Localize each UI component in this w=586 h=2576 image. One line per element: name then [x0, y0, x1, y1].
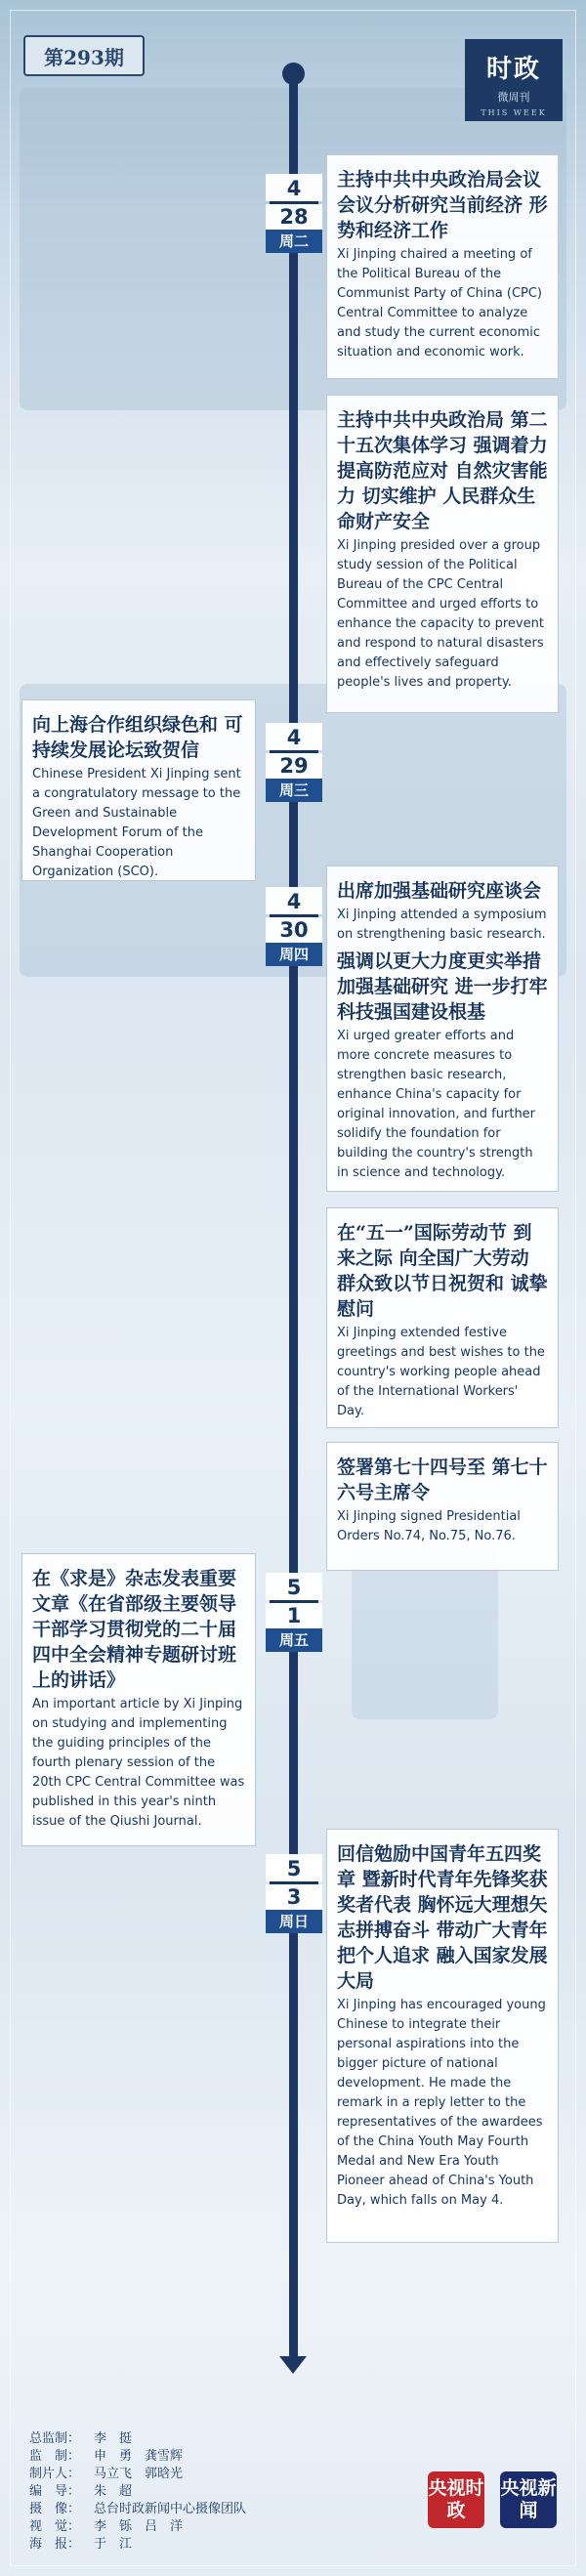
date-month: 4	[266, 723, 322, 750]
date-day: 3	[266, 1884, 322, 1910]
credit-row: 视 觉： 李 铄 吕 洋	[29, 2519, 184, 2534]
event-title-zh: 强调以更大力度更实举措 加强基础研究 进一步打牢 科技强国建设根基	[337, 950, 548, 1023]
event-text-en: Xi Jinping attended a symposium on strengthening basic research.	[337, 908, 547, 942]
date-month: 5	[266, 1573, 322, 1600]
logo-tagline: THIS WEEK	[481, 108, 547, 117]
event-title-zh: 向上海合作组织绿色和 可持续发展论坛致贺信	[32, 714, 243, 761]
weekly-logo	[465, 39, 563, 121]
date-weekday: 周四	[266, 943, 322, 966]
event-card	[326, 154, 559, 379]
credits	[29, 2430, 246, 2554]
date-badge-may-1	[266, 1573, 322, 1652]
event-text-en: An important article by Xi Jinping on studying and implementing the guiding principles of the fourth plenary session of the 20th CPC Central Committee was published in this year's ninth issue of the Qiushi Journal.	[32, 1697, 245, 1829]
event-card	[326, 395, 559, 713]
date-weekday: 周二	[266, 230, 322, 253]
credit-row: 海 报： 于 江	[29, 2537, 133, 2552]
event-text-en: Xi Jinping extended festive greetings and best wishes to the country's working people ahead of the International Workers' Day.	[337, 1326, 545, 1418]
date-day: 28	[266, 204, 322, 230]
event-card	[326, 1207, 559, 1428]
event-title-zh: 主持中共中央政治局会议 会议分析研究当前经济 形势和经济工作	[337, 169, 548, 241]
logo-title: 时政	[485, 55, 541, 84]
timeline-end-arrow-icon	[279, 2356, 307, 2374]
date-day: 29	[266, 753, 322, 779]
event-text-en: Xi Jinping has encouraged young Chinese to integrate their personal aspirations into the bigger picture of national development. He made the remark in a reply letter to the representatives of the awardees of the China Youth May Fourth Medal and New Era Youth Pioneer ahead of China's Youth Day, which falls on May 4.	[337, 1998, 546, 2208]
event-card	[21, 1553, 256, 1846]
event-title-zh: 签署第七十四号至 第七十六号主席令	[337, 1457, 548, 1503]
credit-row: 总监制： 李 挺	[29, 2431, 133, 2446]
date-badge-apr-28	[266, 174, 322, 253]
timeline-line	[289, 68, 298, 2359]
credit-row: 制片人： 马立飞 郭晗光	[29, 2467, 184, 2481]
date-day: 30	[266, 917, 322, 943]
event-title-zh: 在《求是》杂志发表重要 文章《在省部级主要领导 干部学习贯彻党的二十届 四中全会精神专题研讨班 上的讲话》	[32, 1568, 237, 1691]
credit-row: 摄 像： 总台时政新闻中心摄像团队	[29, 2502, 247, 2516]
date-month: 4	[266, 887, 322, 914]
event-card	[326, 1829, 559, 2243]
event-card	[21, 699, 256, 881]
credit-row: 监 制： 申 勇 龚雪辉	[29, 2449, 184, 2464]
date-month: 5	[266, 1854, 322, 1881]
date-badge-apr-29	[266, 723, 322, 802]
event-card	[326, 1442, 559, 1571]
event-text-en: Chinese President Xi Jinping sent a congratulatory message to the Green and Sustainable Development Forum of the Shanghai Cooperation Organization (SCO).	[32, 767, 241, 879]
cctv-news-logo: 央视新闻	[500, 2471, 557, 2528]
issue-number: 第293期	[23, 35, 145, 76]
credit-row: 编 导： 朱 超	[29, 2484, 133, 2499]
timeline-start-dot	[282, 63, 305, 85]
event-title-zh: 在“五一”国际劳动节 到来之际 向全国广大劳动 群众致以节日祝贺和 诚挚慰问	[337, 1222, 548, 1320]
event-title-zh: 回信勉励中国青年五四奖章 暨新时代青年先锋奖获 奖者代表 胸怀远大理想矢志拼搏奋斗 带动广大青年把个人追求 融入国家发展大局	[337, 1843, 548, 1992]
date-weekday: 周日	[266, 1910, 322, 1933]
date-weekday: 周三	[266, 779, 322, 802]
event-title-zh: 主持中共中央政治局 第二十五次集体学习 强调着力提高防范应对 自然灾害能力 切实维护 人民群众生命财产安全	[337, 409, 548, 532]
date-month: 4	[266, 174, 322, 201]
event-title-zh: 出席加强基础研究座谈会	[337, 880, 542, 902]
date-weekday: 周五	[266, 1628, 322, 1652]
date-badge-may-3	[266, 1854, 322, 1933]
cctv-politics-logo: 央视时政	[428, 2471, 484, 2528]
event-card	[326, 866, 559, 1192]
date-day: 1	[266, 1603, 322, 1628]
event-text-en: Xi urged greater efforts and more concrete measures to strengthen basic research, enhance China's capacity for original innovation, and further solidify the foundation for building the country's strength in science and technology.	[337, 1029, 536, 1180]
logo-subtitle: 微周刊	[497, 91, 530, 104]
event-text-en: Xi Jinping chaired a meeting of the Political Bureau of the Communist Party of China (CPC) Central Committee to analyze and study the current economic situation and economic work.	[337, 247, 543, 359]
event-text-en: Xi Jinping signed Presidential Orders No.74, No.75, No.76.	[337, 1509, 521, 1543]
date-badge-apr-30	[266, 887, 322, 966]
event-text-en: Xi Jinping presided over a group study session of the Political Bureau of the CPC Central Committee and urged efforts to enhance the capacity to prevent and respond to natural disasters and effectively safeguard people's lives and property.	[337, 538, 544, 690]
